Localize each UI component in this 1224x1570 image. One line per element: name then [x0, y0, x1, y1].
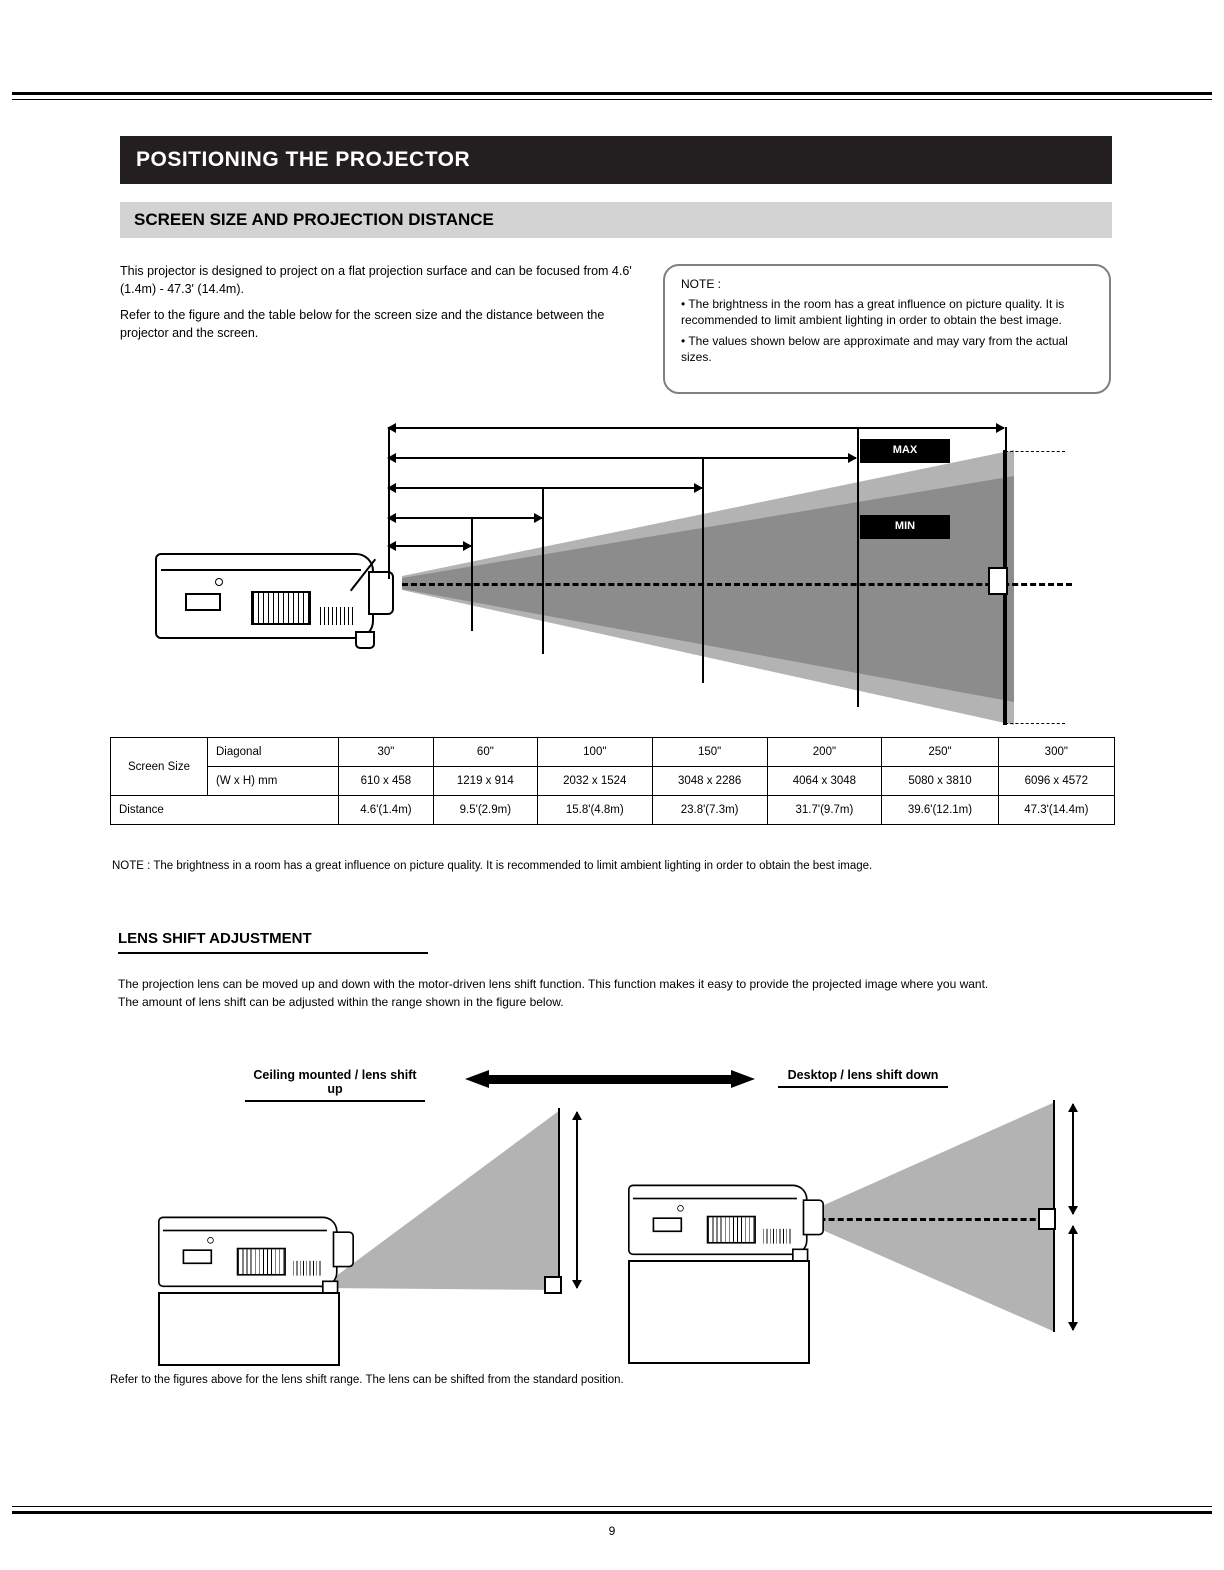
- subsection2-body: [118, 975, 1098, 1011]
- cell-size-5: 250": [882, 738, 998, 767]
- table-header-screen-size: Screen Size: [111, 738, 208, 796]
- projector-top-line: [163, 1230, 327, 1232]
- screen-top-extension: [1005, 451, 1065, 452]
- cell-size-1: 60": [433, 738, 537, 767]
- subsection-title: SCREEN SIZE AND PROJECTION DISTANCE: [134, 210, 494, 229]
- dimension-arrow-3: [388, 487, 702, 489]
- cell-wh-1: 1219 x 914: [433, 767, 537, 796]
- optical-axis-dashed-line: [402, 583, 1072, 586]
- intro-paragraph-1: This projector is designed to project on a flat projection surface and can be focused from 4.6' (1.4m) - 47.3' (14.4m).: [120, 264, 632, 297]
- tie-line-60in: [542, 487, 544, 517]
- lens-shift-range-arrow: [465, 1070, 755, 1088]
- table-subrow-wh: (W x H) mm: [208, 767, 339, 796]
- table-note: NOTE : The brightness in a room has a great influence on picture quality. It is recommended to limit ambient lighting in order to obtain the best image.: [112, 860, 873, 872]
- cell-dist-4: 31.7'(9.7m): [767, 796, 882, 825]
- top-rule-thin: [12, 99, 1212, 100]
- cell-dist-3: 23.8'(7.3m): [652, 796, 767, 825]
- screen-marker-100in: [702, 478, 704, 683]
- throw-distance-diagram: [110, 405, 1115, 735]
- subsection-title-bar: [120, 202, 1112, 238]
- page-number: 9: [608, 1524, 616, 1538]
- cell-dist-0: 4.6'(1.4m): [339, 796, 434, 825]
- cell-wh-2: 2032 x 1524: [537, 767, 652, 796]
- projector-foot: [355, 631, 375, 649]
- screen-size-distance-table: [110, 737, 1115, 825]
- right-optical-axis: [792, 1218, 1054, 1221]
- cell-dist-2: 15.8'(4.8m): [537, 796, 652, 825]
- cell-wh-5: 5080 x 3810: [882, 767, 998, 796]
- lens-shift-caption: Refer to the figures above for the lens shift range. The lens can be shifted from the standard position.: [110, 1374, 624, 1386]
- cell-size-3: 150": [652, 738, 767, 767]
- right-table-stand: [628, 1260, 810, 1364]
- subsection2-paragraph-1: The projection lens can be moved up and down with the motor-driven lens shift function. This function makes it easy to provide the projected image where you want.: [118, 977, 989, 991]
- projector-top-line: [633, 1198, 797, 1200]
- bottom-rule-thin: [12, 1506, 1212, 1507]
- projector-indicator: [677, 1205, 684, 1212]
- tie-line-100in: [702, 457, 704, 487]
- tie-line-300in: [1005, 427, 1007, 451]
- dimension-arrow-max: [388, 427, 1004, 429]
- intro-paragraph-2: Refer to the figure and the table below for the screen size and the distance between the projector and the screen.: [120, 308, 605, 341]
- note-line-2: • The brightness in the room has a great influence on picture quality. It is recommended to limit ambient lighting in order to obtain the best image.: [681, 297, 1065, 328]
- screen-bottom-extension: [1005, 723, 1065, 724]
- left-screen: [558, 1108, 560, 1292]
- projector-display-window: [183, 1249, 213, 1264]
- projector-indicator: [215, 578, 223, 586]
- projector-vent: [251, 591, 311, 625]
- projection-cone-group: [402, 450, 1014, 725]
- tie-line-30in: [471, 517, 473, 545]
- min-screen-label: MIN: [894, 520, 916, 532]
- cell-wh-3: 3048 x 2286: [652, 767, 767, 796]
- projector-display-window: [653, 1217, 683, 1232]
- note-line-3: • The values shown below are approximate and may vary from the actual sizes.: [681, 333, 1068, 364]
- screen-marker-200in: [857, 457, 859, 707]
- projector-grill: [320, 607, 356, 625]
- left-screen-center-mark: [544, 1276, 562, 1294]
- dimension-arrow-2: [388, 517, 542, 519]
- intro-text: [120, 262, 640, 351]
- subsection2-paragraph-2: The amount of lens shift can be adjusted within the range shown in the figure below.: [118, 995, 564, 1009]
- arrow-bar: [487, 1075, 733, 1084]
- projector-vent: [237, 1248, 286, 1276]
- screen-center-mark: [988, 567, 1008, 595]
- projector-illustration: [155, 545, 395, 650]
- table-row: [111, 767, 1115, 796]
- section-title: POSITIONING THE PROJECTOR: [136, 148, 471, 171]
- cell-size-4: 200": [767, 738, 882, 767]
- table-row: [111, 796, 1115, 825]
- min-screen-chip: [860, 515, 950, 539]
- tie-line-origin: [388, 427, 390, 579]
- max-screen-label: MAX: [892, 444, 918, 456]
- projector-vent: [707, 1216, 756, 1244]
- lens-shift-diagram: [110, 1060, 1115, 1400]
- right-upper-dimension: [1072, 1104, 1074, 1214]
- right-lower-dimension: [1072, 1226, 1074, 1330]
- cell-dist-6: 47.3'(14.4m): [998, 796, 1114, 825]
- table-subrow-diagonal: Diagonal: [208, 738, 339, 767]
- cell-size-0: 30": [339, 738, 434, 767]
- cell-wh-4: 4064 x 3048: [767, 767, 882, 796]
- projector-grill: [293, 1261, 323, 1276]
- top-rule-thick: [12, 92, 1212, 95]
- cell-wh-0: 610 x 458: [339, 767, 434, 796]
- dimension-arrow-min: [388, 545, 471, 547]
- arrow-left-head: [465, 1070, 489, 1088]
- cell-wh-6: 6096 x 4572: [998, 767, 1114, 796]
- subsection2-title: LENS SHIFT ADJUSTMENT: [118, 930, 428, 954]
- projector-top-line: [161, 569, 361, 571]
- lens-shift-right-caption: Desktop / lens shift down: [778, 1068, 948, 1088]
- arrow-right-head: [731, 1070, 755, 1088]
- screen-marker-60in: [542, 502, 544, 654]
- lens-shift-left-caption: Ceiling mounted / lens shift up: [245, 1068, 425, 1102]
- left-table-stand: [158, 1292, 340, 1366]
- cell-dist-1: 9.5'(2.9m): [433, 796, 537, 825]
- projector-lens: [368, 571, 394, 615]
- right-screen-center-mark: [1038, 1208, 1056, 1230]
- max-screen-chip: [860, 439, 950, 463]
- table-header-distance: Distance: [111, 796, 339, 825]
- projector-lens: [333, 1231, 354, 1267]
- bottom-rule-thick: [12, 1511, 1212, 1514]
- note-box: [663, 264, 1111, 394]
- cell-size-6: 300": [998, 738, 1114, 767]
- right-projector-illustration: [628, 1178, 792, 1252]
- projector-display-window: [185, 593, 221, 611]
- note-line-1: NOTE :: [681, 277, 722, 291]
- dimension-arrow-4: [388, 457, 856, 459]
- table-row: [111, 738, 1115, 767]
- left-projection-cone: [320, 1110, 560, 1290]
- section-title-bar: [120, 136, 1112, 184]
- cell-size-2: 100": [537, 738, 652, 767]
- tie-line-200in: [857, 427, 859, 457]
- projector-indicator: [207, 1237, 214, 1244]
- left-projector-illustration: [158, 1210, 322, 1284]
- cell-dist-5: 39.6'(12.1m): [882, 796, 998, 825]
- projector-lens: [803, 1199, 824, 1235]
- right-projection-cone: [795, 1102, 1055, 1332]
- left-image-height-dimension: [576, 1112, 578, 1288]
- projector-grill: [763, 1229, 793, 1244]
